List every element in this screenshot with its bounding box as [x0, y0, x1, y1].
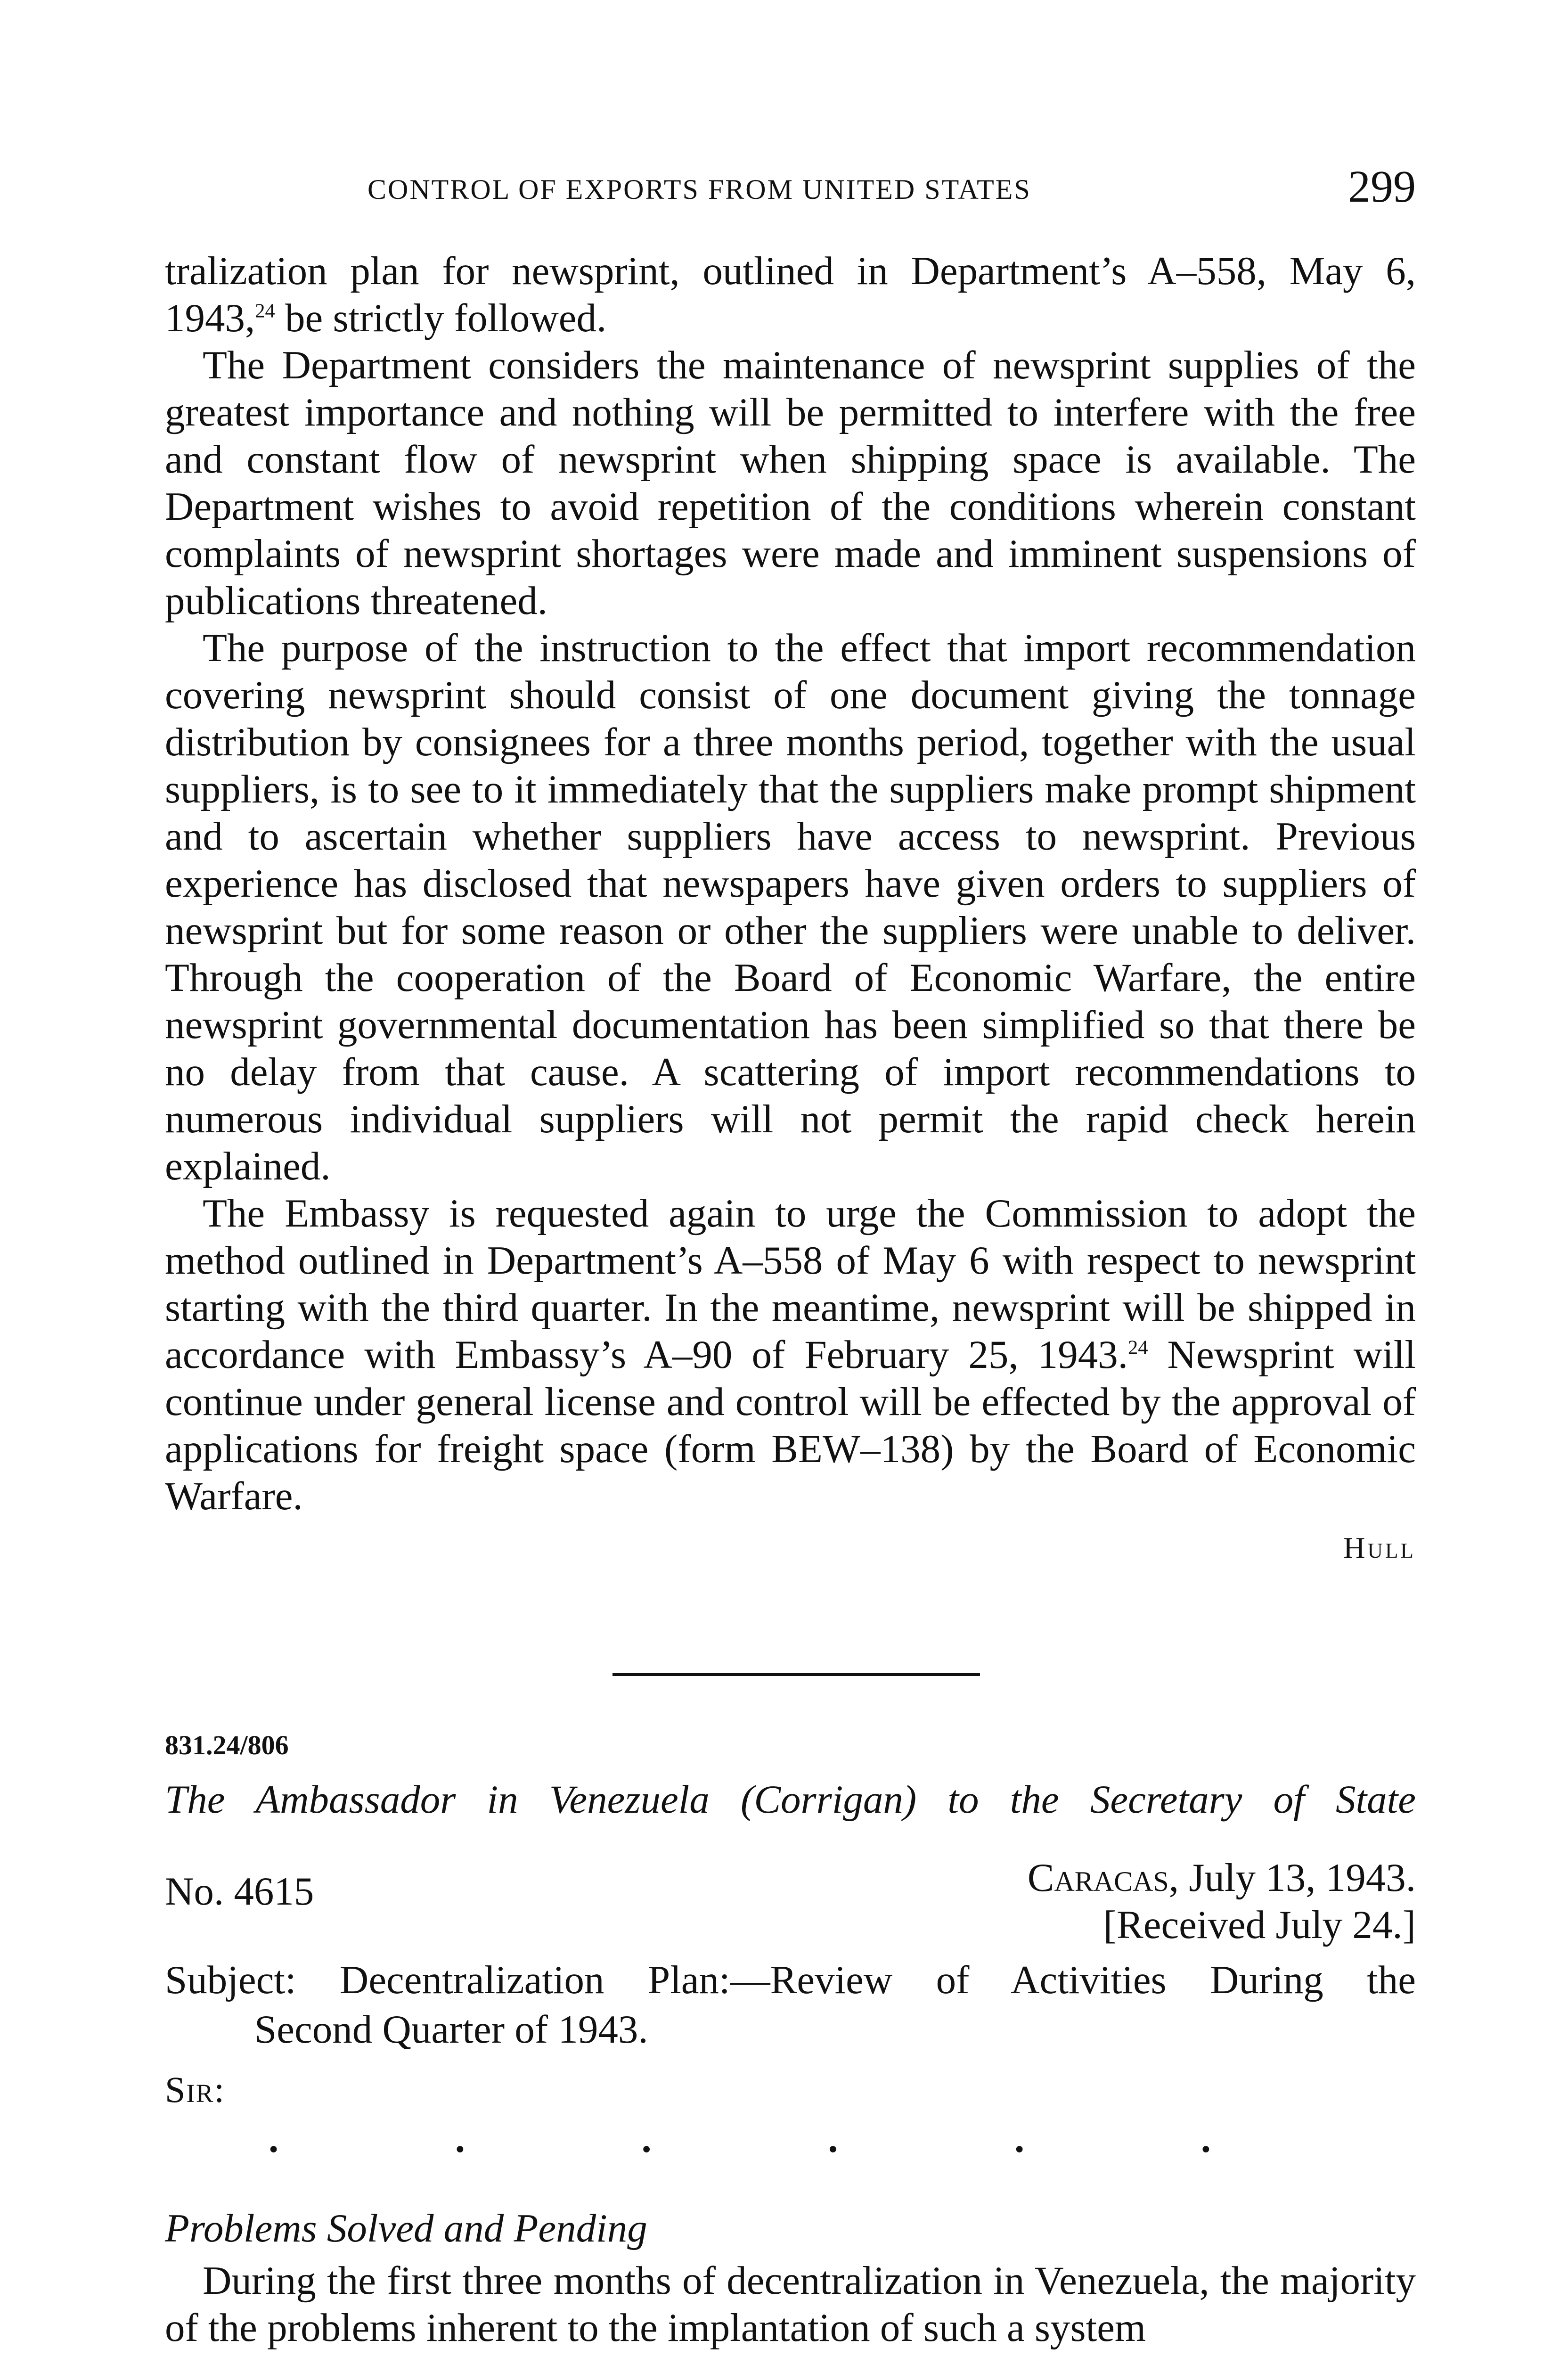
footnote-reference: 24 — [1127, 1336, 1148, 1359]
omission-dot: . — [828, 2117, 838, 2161]
footnote-reference: 24 — [255, 300, 275, 322]
omission-dot: . — [455, 2117, 465, 2161]
omission-dot: . — [269, 2117, 279, 2161]
subject-line: Subject: Decentralization Plan:—Review of Activities During the — [165, 1958, 1416, 2002]
paragraph-text: tralization plan for newsprint, outlined in Department’s A–558, May 6, 1943, — [165, 249, 1416, 340]
paragraph: During the first three months of decentralization in Venezuela, the majority of the problems inherent to the implantation of such a system — [165, 2258, 1416, 2350]
received-date: [Received July 24.] — [1103, 1903, 1416, 1947]
date-line — [1028, 1854, 1416, 1901]
dateline — [1028, 1854, 1416, 1948]
page-number: 299 — [1348, 161, 1416, 212]
subject-line: Second Quarter of 1943. — [254, 2007, 648, 2052]
top-section — [165, 247, 1416, 1576]
paragraph: The Department considers the maintenance of newsprint supplies of the greatest importance and nothing will be permitted to interfere with the free and constant flow of newsprint when shipping space is available. The Department wishes to avoid repetition of the conditions wherein constant complaints of newsprint shortages were made and imminent suspensions of publications threatened. — [165, 343, 1416, 623]
omission-dot: . — [1014, 2117, 1025, 2161]
paragraph: The purpose of the instruction to the effect that import recommendation covering newsprint should consist of one document giving the tonnage distribution by consignees for a three months period, together with the usual suppliers, is to see to it immediately that the suppliers make prompt shipment and to ascertain whether suppliers have access to newsprint. Previous experience has disclosed that newspapers have given orders to suppliers of newsprint but for some reason or other the suppliers were unable to deliver. Through the cooperation of the Board of Economic Warfare, the entire newsprint governmental documentation has been simplified so that there be no delay from that cause. A scattering of import recommendations to numerous individual suppliers will not permit the rapid check herein explained. — [165, 626, 1416, 1188]
paragraph — [165, 1190, 1416, 1520]
paragraph-text: Newsprint will continue under general license and control will be effected by the approval of applications for freight space (form BEW–138) by the Board of Economic Warfare. — [165, 1333, 1416, 1518]
document-title: The Ambassador in Venezuela (Corrigan) to the Secretary of State — [165, 1777, 1416, 1822]
signature: Hull — [1343, 1531, 1416, 1564]
section-divider — [612, 1673, 980, 1676]
running-head: CONTROL OF EXPORTS FROM UNITED STATES — [368, 174, 1031, 205]
date: , July 13, 1943. — [1168, 1856, 1416, 1900]
paragraph-text: be strictly followed. — [275, 296, 607, 340]
file-number: 831.24/806 — [165, 1730, 289, 1760]
paragraph-continued — [165, 247, 1416, 342]
salutation: Sir: — [165, 2069, 226, 2110]
omission-dot: . — [1200, 2117, 1211, 2161]
section-heading: Problems Solved and Pending — [165, 2206, 647, 2250]
paragraph-text: The Embassy is requested again to urge the Commission to adopt the method outlined in Department’s A–558 of May 6 with respect to newsprint starting with the third quarter. In the meantime, newsprint will be shipped in accordance with Embassy’s A–90 of February 25, 1943. — [165, 1191, 1416, 1377]
place: Caracas — [1027, 1856, 1169, 1900]
page-header — [165, 160, 1416, 217]
subject — [165, 1955, 1416, 2054]
document-number: No. 4615 — [165, 1869, 314, 1914]
omission-dot: . — [641, 2117, 652, 2161]
omission-marks — [269, 2116, 1211, 2162]
